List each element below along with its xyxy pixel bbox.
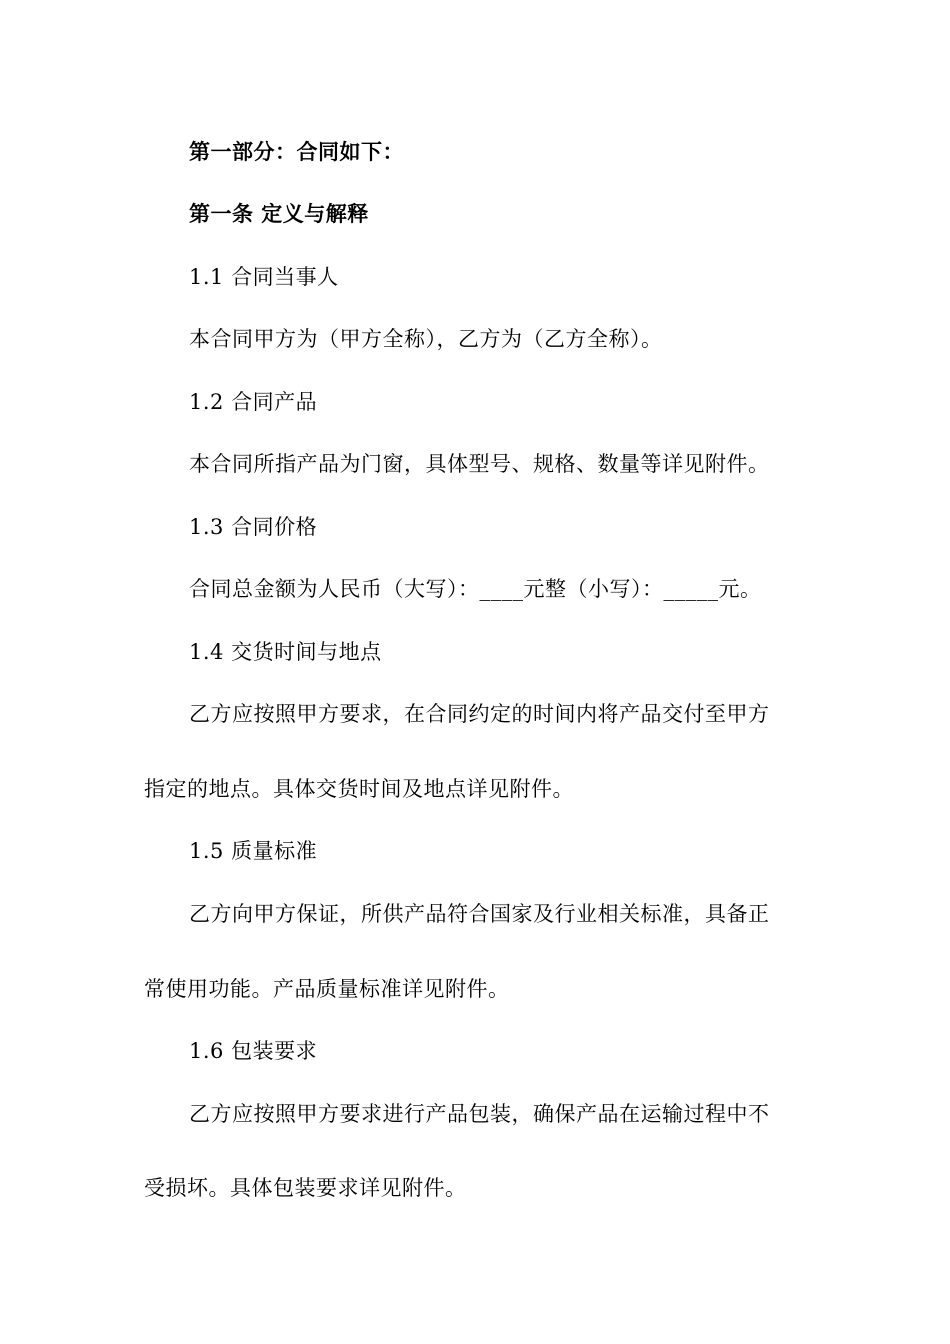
section-text-1-1: 本合同甲方为（甲方全称），乙方为（乙方全称）。 (189, 327, 663, 351)
part-heading: 第一部分：合同如下： (189, 140, 404, 164)
section-title-1-6: 1.6 包装要求 (189, 1039, 318, 1063)
section-title-1-2: 1.2 合同产品 (189, 390, 318, 414)
section-text-1-4-line2: 指定的地点。具体交货时间及地点详见附件。 (144, 777, 574, 801)
section-text-1-6-line2: 受损坏。具体包装要求详见附件。 (144, 1176, 467, 1200)
section-text-1-4-line1: 乙方应按照甲方要求，在合同约定的时间内将产品交付至甲方 (189, 702, 770, 726)
section-text-1-6-line1: 乙方应按照甲方要求进行产品包装，确保产品在运输过程中不 (189, 1102, 770, 1126)
section-text-1-5-line2: 常使用功能。产品质量标准详见附件。 (144, 977, 510, 1001)
section-text-1-3: 合同总金额为人民币（大写）：____元整（小写）：_____元。 (189, 577, 762, 601)
section-title-1-4: 1.4 交货时间与地点 (189, 640, 382, 664)
section-title-1-5: 1.5 质量标准 (189, 839, 318, 863)
section-title-1-1: 1.1 合同当事人 (189, 265, 339, 289)
section-title-1-3: 1.3 合同价格 (189, 515, 318, 539)
article-heading: 第一条 定义与解释 (189, 202, 369, 226)
section-text-1-2: 本合同所指产品为门窗，具体型号、规格、数量等详见附件。 (189, 452, 770, 476)
section-text-1-5-line1: 乙方向甲方保证，所供产品符合国家及行业相关标准，具备正 (189, 902, 770, 926)
